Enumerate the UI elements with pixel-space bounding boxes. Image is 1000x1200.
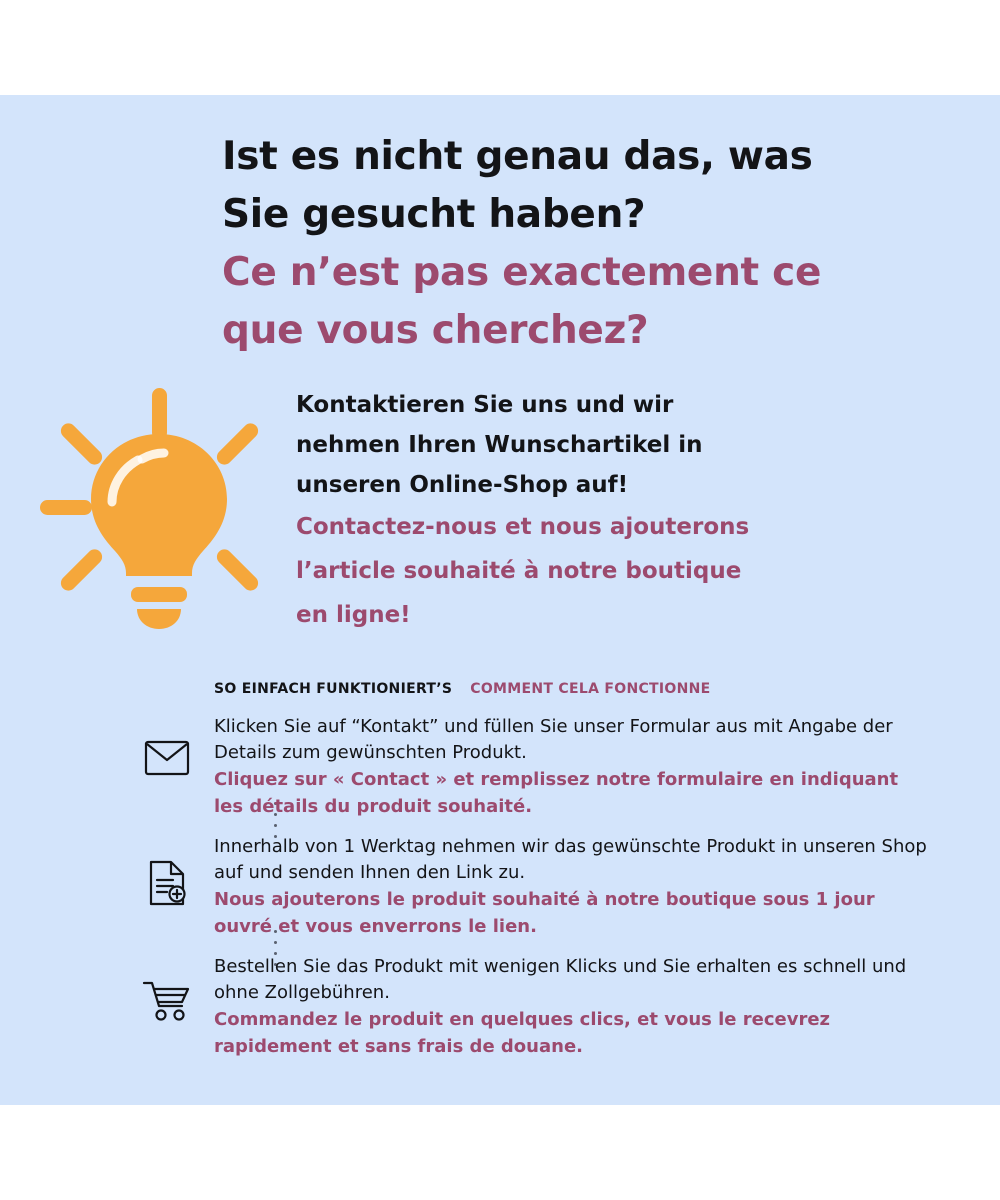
step-fr-text: Commandez le produit en quelques clics, et vous le recevrez rapidement et sans frais de douane. [214,1009,831,1057]
steps-header [214,681,711,697]
intro-de-line1: Kontaktieren Sie uns und wir [296,392,674,418]
intro-de-line3: unseren Online-Shop auf! [296,472,629,498]
envelope-icon [120,712,214,776]
headline-block [222,128,922,360]
headline-fr-line2: que vous cherchez? [222,308,649,353]
step-text [214,832,930,940]
headline-de-line1: Ist es nicht genau das, was [222,134,813,179]
step-de-text: Klicken Sie auf “Kontakt” und füllen Sie unser Formular aus mit Angabe der Details zum gewünschten Produkt. [214,716,893,763]
headline-de-line2: Sie gesucht haben? [222,192,646,237]
list-item [120,832,930,952]
intro-de-line2: nehmen Ihren Wunschartikel in [296,432,703,458]
lightbulb-icon [34,382,284,632]
step-fr-text: Cliquez sur « Contact » et remplissez notre formulaire en indiquant les détails du produit souhaité. [214,769,899,817]
intro-fr-line2: l’article souhaité à notre boutique [296,558,742,584]
shopping-cart-icon [120,952,214,1022]
step-de-text: Bestellen Sie das Produkt mit wenigen Klicks und Sie erhalten es schnell und ohne Zollgebühren. [214,956,907,1003]
list-item [120,712,930,832]
intro-fr-line1: Contactez-nous et nous ajouterons [296,514,750,540]
list-item [120,952,930,1072]
headline-fr-line1: Ce n’est pas exactement ce [222,250,822,295]
step-text [214,712,930,820]
intro-fr-line3: en ligne! [296,602,411,628]
document-add-icon [120,832,214,906]
step-de-text: Innerhalb von 1 Werktag nehmen wir das gewünschte Produkt in unseren Shop auf und senden Ihnen den Link zu. [214,836,927,883]
step-fr-text: Nous ajouterons le produit souhaité à notre boutique sous 1 jour ouvré et vous enverrons le lien. [214,889,875,937]
intro-block [296,385,916,637]
steps-header-fr: COMMENT CELA FONCTIONNE [470,681,711,697]
steps-header-de: SO EINFACH FUNKTIONIERT’S [214,681,453,697]
steps-list [120,712,930,1072]
step-text [214,952,930,1060]
